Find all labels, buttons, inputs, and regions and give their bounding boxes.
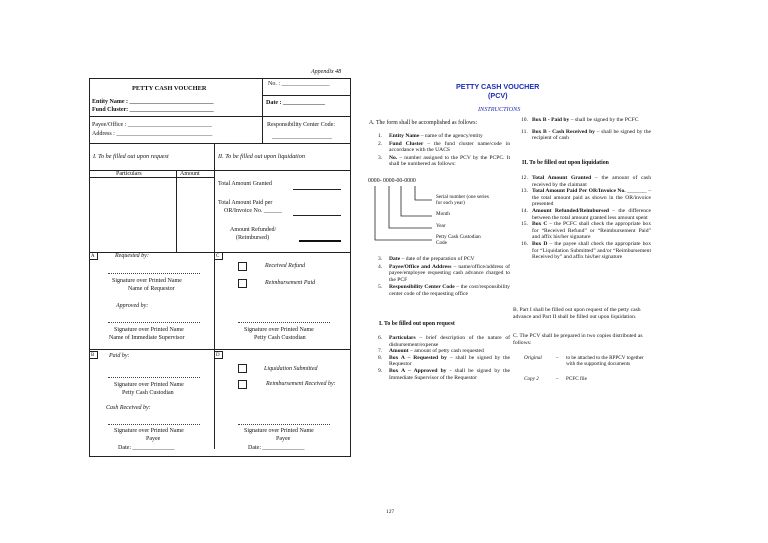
instruction-term: Box A – Approved by: [389, 367, 447, 374]
instruction-number: 10.: [521, 117, 528, 123]
instruction-item: [378, 133, 510, 140]
instruction-text: – brief description of the nature of disbursement/expense: [389, 335, 510, 348]
code-serial: Serial number (one series for each year): [436, 194, 489, 207]
instructions-list-1: [378, 133, 510, 169]
payee-office-field[interactable]: Payee/Office : ____________________________: [92, 122, 212, 128]
instruction-term: Amount Refunded/Reimbursed: [532, 207, 609, 214]
page-number: 127: [386, 509, 395, 515]
instructions-list-right-2: [521, 175, 651, 261]
reimbursement-paid-label: Reimbursement Paid: [265, 280, 316, 286]
instruction-item: [521, 117, 651, 124]
instruction-term: Responsibility Center Code: [389, 284, 455, 291]
instruction-number: 8.: [378, 354, 383, 361]
instruction-text: - shall be signed by the Immediate Supervisor of the Requestor: [389, 367, 510, 381]
payee-sig-label: Signature over Printed Name: [114, 428, 184, 434]
instruction-term: Fund Cluster: [389, 140, 424, 147]
reimbursement-paid-checkbox[interactable]: [238, 279, 247, 288]
instruction-text: – the payee shall check the appropriate box for “Liquidation Submitted” and/or “Reimbursement Received by” and affix his/her signature: [532, 240, 651, 261]
instruction-term: Box C: [532, 221, 548, 228]
section-c-text: C. The PCV shall be prepared in two copies distributed as follows:: [513, 333, 643, 346]
instructions-list-right-1: [521, 117, 651, 147]
instruction-text: – the amount of cash received by the claimant: [532, 175, 651, 188]
total-paid-label: Total Amount Paid per: [218, 200, 273, 206]
reimbursed-label: (Reimbursed): [236, 235, 269, 241]
payee-d-label: Payee: [276, 436, 291, 442]
copy-original: Original: [524, 355, 542, 361]
entity-name-field[interactable]: Entity Name : ____________________________: [92, 99, 214, 105]
instruction-item: [378, 368, 510, 381]
instruction-term: Date: [389, 256, 401, 262]
instructions-subtitle: INSTRUCTIONS: [478, 106, 521, 113]
box-b-letter: B: [91, 353, 95, 358]
copy-2: Copy 2: [524, 376, 539, 382]
instruction-term: Box B - Paid by: [532, 117, 570, 123]
instruction-number: 12.: [521, 175, 528, 181]
section-i-heading: I. To be filled out upon request: [379, 321, 455, 327]
instruction-number: 5.: [378, 284, 383, 291]
instruction-item: [521, 221, 651, 241]
approved-by-label: Approved by:: [116, 303, 149, 309]
instruction-number: 7.: [378, 348, 383, 355]
instruction-number: 4.: [378, 263, 383, 270]
instruction-item: [521, 175, 651, 188]
instructions-title: PETTY CASH VOUCHER: [456, 82, 540, 91]
requested-sig-label: Signature over Printed Name: [112, 278, 182, 284]
copy-2-dash: –: [556, 376, 559, 382]
copy-2-desc: PCFC file: [566, 376, 587, 382]
reimbursement-received-checkbox[interactable]: [238, 380, 247, 389]
instruction-text: – shall be signed by the recipient of cash: [532, 128, 651, 142]
paid-by-label: Paid by:: [109, 353, 130, 359]
total-granted-label: Total Amount Granted: [218, 181, 272, 187]
instruction-number: 1.: [378, 133, 383, 139]
instruction-text: – shall be signed by the PCFC: [569, 117, 639, 123]
fund-cluster-field[interactable]: Fund Cluster: ____________________________: [92, 107, 214, 113]
instruction-term: Total Amount Paid Per OR/Invoice No.: [532, 188, 626, 195]
rcc-field[interactable]: ____________________: [272, 134, 332, 140]
instruction-number: 3.: [378, 256, 383, 262]
instruction-number: 14.: [521, 207, 528, 214]
instruction-item: [378, 264, 510, 284]
number-code: 0000- 0000-00-0000: [368, 178, 416, 184]
approved-sig-label: Signature over Printed Name: [114, 327, 184, 333]
paid-sig-label: Signature over Printed Name: [114, 382, 184, 388]
instruction-term: Entity Name: [389, 133, 420, 139]
instruction-term: Payee/Office and Address: [389, 263, 452, 270]
instruction-number: 15.: [521, 221, 528, 228]
total-paid-or: OR/Invoice No. ______: [224, 208, 282, 214]
pcc-label: Petty Cash Custodian: [254, 335, 306, 341]
refunded-label: Amount Refunded/: [230, 227, 277, 233]
instruction-number: 16.: [521, 240, 528, 247]
cash-received-label: Cash Received by:: [106, 405, 151, 411]
date-b-field[interactable]: Date: ______________: [118, 445, 175, 451]
instruction-item: [521, 188, 651, 208]
instruction-term: Amount: [389, 348, 409, 355]
instruction-item: [521, 129, 651, 142]
instruction-text: – number assigned to the PCV by the PCPC. It shall be numbered as follows:: [389, 154, 510, 168]
instruction-item: [378, 141, 510, 154]
instruction-number: 9.: [378, 367, 383, 374]
instruction-text: – name of the agency/entity: [419, 133, 483, 139]
date-d-field[interactable]: Date: ______________: [248, 445, 305, 451]
reimbursement-received-label: Reimbursement Received by:: [266, 381, 336, 387]
instruction-text: – date of the preparation of PCV: [400, 256, 475, 262]
instruction-term: Total Amount Granted: [532, 175, 592, 181]
instruction-number: 13.: [521, 188, 528, 195]
instruction-term: No.: [389, 154, 398, 161]
instruction-item: [378, 155, 510, 168]
code-year: Year: [436, 223, 446, 229]
code-custodian: Petty Cash Custodian Code: [436, 234, 481, 247]
received-refund-label: Received Refund: [265, 263, 306, 269]
liquidation-submitted-checkbox[interactable]: [238, 364, 247, 373]
instruction-item: [378, 355, 510, 368]
part2-heading: II. To be filled out upon liquidation: [218, 153, 305, 160]
pcc-b-label: Petty Cash Custodian: [122, 390, 174, 396]
name-supervisor-label: Name of Immediate Supervisor: [109, 335, 185, 341]
pcc-sig-label: Signature over Printed Name: [244, 327, 314, 333]
box-a-letter: A: [91, 254, 95, 259]
instruction-item: [378, 284, 510, 297]
instruction-item: [521, 208, 651, 221]
instructions-list-2: [378, 256, 510, 299]
instruction-number: 3.: [378, 154, 383, 161]
number-code-bracket: [370, 184, 440, 246]
instructions-list-3: [378, 335, 510, 381]
instruction-text: – the cost/responsibility center code of the requesting office: [389, 284, 510, 297]
particulars-header: Particulars: [116, 171, 142, 177]
instruction-text: – the PCFC shall check the appropriate box for “Received Refund” or “Reimbursement Paid” and affix his/her signature: [532, 221, 651, 241]
section-b-text: B. Part I shall be filled out upon request of the petty cash advance and Part II shall be filled out upon liquidation.: [513, 307, 641, 320]
payee-d-sig-label: Signature over Printed Name: [244, 428, 314, 434]
no-field[interactable]: No. : ________________: [268, 81, 330, 87]
requested-by-label: Requested by:: [115, 253, 149, 259]
received-refund-checkbox[interactable]: [238, 262, 247, 271]
instruction-item: [378, 335, 510, 348]
name-requestor-label: Name of Requestor: [128, 286, 175, 292]
instruction-text: – the difference between the total amount granted less amount spent: [532, 207, 651, 221]
instruction-term: Box A – Requested by: [389, 354, 447, 361]
box-c-letter: C: [216, 254, 220, 259]
instruction-number: 11.: [521, 128, 528, 135]
instruction-term: Particulars: [389, 335, 416, 341]
date-field[interactable]: Date : ______________: [266, 100, 325, 106]
address-field[interactable]: Address : ________________________________: [92, 131, 213, 137]
instruction-text: – name/office/address of payee/employee requesting cash advance charged to the PCF: [389, 263, 510, 283]
copy-original-desc: to be attached to the RPPCV together with the supporting documents: [566, 355, 644, 368]
instruction-number: 6.: [378, 335, 383, 341]
form-title: PETTY CASH VOUCHER: [132, 85, 207, 92]
instruction-term: Box B - Cash Received by: [532, 128, 595, 135]
liquidation-submitted-label: Liquidation Submitted: [264, 366, 318, 372]
instruction-item: [378, 256, 510, 263]
instruction-item: [521, 241, 651, 261]
rcc-label: Responsibility Center Code:: [267, 122, 335, 128]
instruction-text: – amount of petty cash requested: [408, 348, 484, 355]
instruction-text: – shall be signed by the Requestor: [389, 354, 510, 368]
box-d-letter: D: [216, 353, 220, 358]
section-ii-heading: II. To be filled out upon liquidation: [522, 160, 609, 166]
payee-b-label: Payee: [146, 436, 161, 442]
instruction-text: _______ – the total amount paid as shown in the OR/invoice presented: [532, 188, 652, 208]
appendix-label: Appendix 48: [311, 69, 342, 75]
amount-header: Amount: [180, 171, 200, 177]
instructions-title-pcv: (PCV): [488, 91, 508, 100]
instruction-term: Box D: [532, 240, 548, 247]
instruction-item: [378, 348, 510, 355]
copy-original-dash: –: [556, 355, 559, 361]
section-a-intro: A. The form shall be accomplished as follows:: [369, 120, 478, 126]
code-month: Month: [436, 211, 450, 217]
instruction-number: 2.: [378, 140, 383, 147]
part1-heading: I. To be filled out upon request: [93, 153, 169, 160]
instruction-text: – the fund cluster name/code in accordance with the UACS: [389, 140, 510, 154]
